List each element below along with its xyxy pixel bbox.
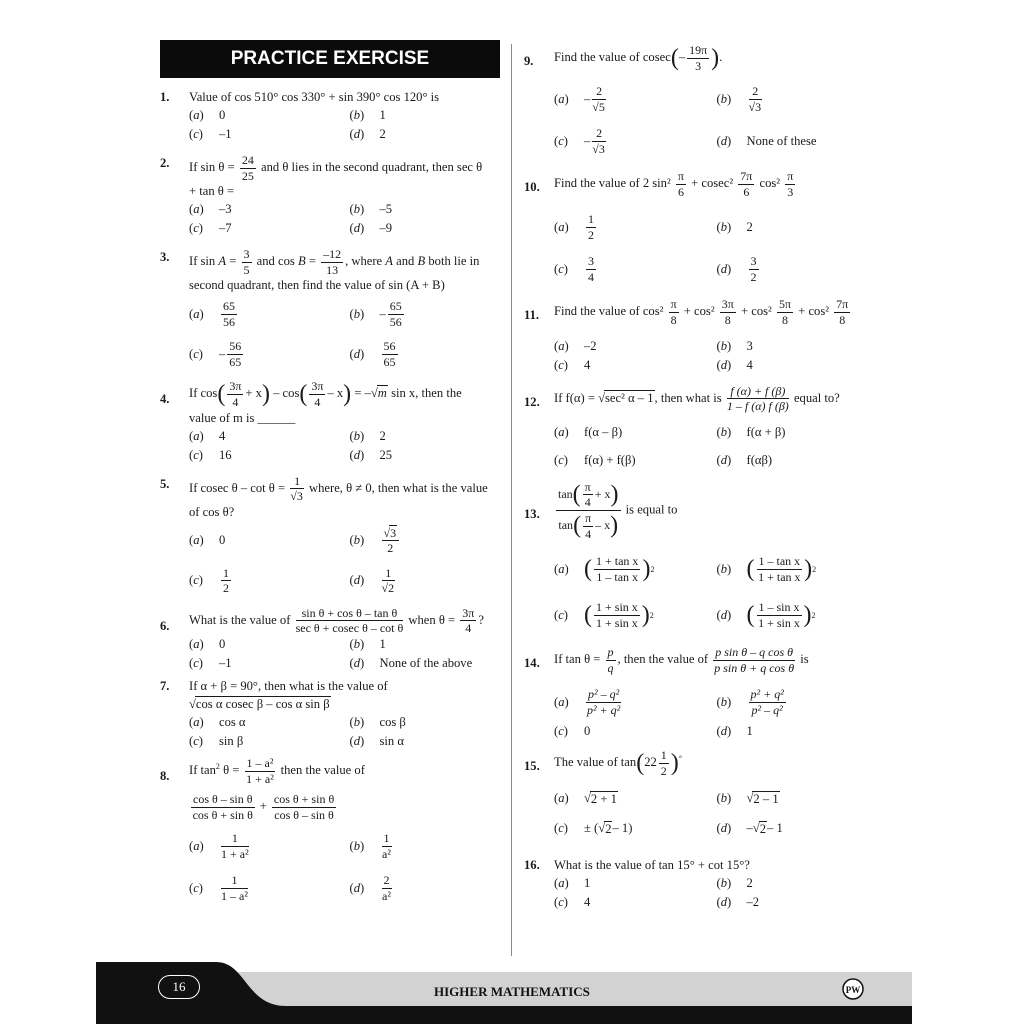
question-text: Value of cos 510° cos 330° + sin 390° cos 120° is	[189, 90, 440, 104]
option-a[interactable]: (a) √ 2 + 1	[554, 791, 617, 806]
question-9	[524, 44, 869, 72]
option-d[interactable]: (d) $\frac{1}{√2}$	[349, 565, 395, 596]
question-1	[160, 88, 500, 106]
option-c[interactable]: (c) ± ( √ 2 – 1)	[554, 821, 633, 836]
option-b[interactable]: (b) –5	[349, 202, 393, 217]
option-c[interactable]: (c) sin β	[189, 733, 244, 748]
question-number: 1.	[160, 90, 170, 104]
option-d[interactable]: (d) – √ 2 – 1	[716, 821, 783, 836]
options-1	[189, 106, 500, 144]
question-15	[524, 749, 869, 777]
option-d[interactable]: (d) –9	[349, 221, 393, 236]
question-number: 10.	[524, 180, 540, 195]
option-a[interactable]: (a) $\frac{1}{2}$	[554, 212, 594, 242]
options-4	[189, 427, 500, 465]
option-a[interactable]: (a) 4	[189, 428, 226, 443]
question-text: What is the value of $\frac{\text{sin θ + cos θ – tan θ}}{\text{sec θ + cosec θ – cot θ}}$ when θ = $\frac{3\pi}{4}$ ?	[189, 605, 484, 636]
footer-title: HIGHER MATHEMATICS	[434, 984, 590, 999]
option-b[interactable]: (b) 3	[716, 338, 753, 353]
question-number: 15.	[524, 759, 540, 774]
question-number: 4.	[160, 392, 170, 407]
option-c[interactable]: (c) $\frac{1}{\text{1 – a²}}$	[189, 873, 248, 903]
options-3	[189, 294, 500, 374]
question-7	[160, 677, 500, 713]
question-5	[160, 475, 500, 521]
right-column	[524, 44, 869, 912]
option-a[interactable]: (a) f(α – β)	[554, 425, 623, 440]
option-b[interactable]: (b) 2	[716, 219, 753, 234]
option-c[interactable]: (c) – $\frac{56}{65}$	[189, 339, 242, 369]
option-a[interactable]: (a) 0	[189, 108, 226, 122]
question-number: 5.	[160, 476, 170, 491]
question-number: 6.	[160, 618, 170, 633]
question-text: Find the value of 2 sin² $\frac{\pi}{6}$ + cosec² $\frac{7\pi}{6}$ cos² $\frac{\pi}{3}$	[554, 169, 794, 199]
question-text: What is the value of tan 15° + cot 15°?	[554, 857, 750, 872]
option-c[interactable]: (c) –1	[189, 655, 232, 670]
option-a[interactable]: (a) cos α	[189, 714, 246, 729]
option-a[interactable]: (a) 0	[189, 636, 226, 651]
options-12	[554, 419, 869, 475]
option-a[interactable]: (a) – $\frac{2}{√5}$	[554, 84, 605, 114]
option-b[interactable]: (b) f(α + β)	[716, 425, 786, 440]
page-number: 16	[158, 975, 200, 999]
option-c[interactable]: (c) ( $\frac{\text{1 + sin x}}{\text{1 + sin x}}$ ) 2	[554, 600, 654, 630]
question-number: 16.	[524, 857, 540, 872]
question-number: 13.	[524, 506, 540, 521]
options-10	[554, 206, 869, 290]
question-8	[160, 757, 500, 821]
option-d[interactable]: (d) $\frac{3}{2}$	[716, 254, 757, 284]
option-a[interactable]: (a) $\frac{1}{\text{1 + a²}}$	[189, 831, 249, 861]
question-text: The value of tan(22 $\frac{1}{2}$ )°	[554, 748, 682, 778]
option-d[interactable]: (d) ( $\frac{\text{1 – sin x}}{\text{1 + sin x}}$ ) 2	[716, 600, 816, 630]
question-2	[160, 154, 500, 200]
question-text: Find the value of cos² $\frac{\pi}{8}$ + cos² $\frac{3\pi}{8}$ + cos² $\frac{5\pi}{8}$ + cos² $\frac{7\pi}{8}$	[554, 297, 849, 327]
svg-text:PW: PW	[845, 985, 861, 995]
option-a[interactable]: (a) ( $\frac{\text{1 + tan x}}{\text{1 – tan x}}$ ) 2	[554, 554, 655, 584]
question-text: If sin θ = $\frac{24}{25}$ and θ lies in the second quadrant, then sec θ + tan θ =	[189, 153, 483, 199]
question-number: 3.	[160, 250, 170, 265]
question-text: If $\tan^2 \theta$ = $\frac{\text{1 – a²}}{\text{1 + a²}}$ then the value of	[189, 755, 365, 786]
question-text: tan( $\frac{\pi}{4}$ + x) tan( $\frac{\pi}{4}$ – x) is equal to	[558, 479, 678, 541]
options-6	[189, 635, 500, 673]
option-d[interactable]: (d) $\frac{2}{\text{a²}}$	[349, 873, 391, 903]
question-number: 12.	[524, 394, 540, 409]
question-number: 7.	[160, 678, 170, 693]
option-d[interactable]: (d) 4	[716, 357, 753, 372]
page-title: PRACTICE EXERCISE	[160, 40, 500, 78]
options-5	[189, 521, 500, 601]
option-d[interactable]: (d) $\frac{56}{65}$	[349, 339, 396, 369]
option-d[interactable]: (d) 25	[349, 447, 393, 462]
column-divider	[511, 44, 512, 956]
options-2	[189, 200, 500, 238]
option-c[interactable]: (c) –1	[189, 127, 232, 141]
option-c[interactable]: (c) 4	[554, 357, 591, 372]
option-a[interactable]: (a) $\frac{\text{p² – q²}}{\text{p² + q²}}$	[554, 687, 621, 717]
option-b[interactable]: (b) cos β	[349, 714, 406, 729]
option-b[interactable]: (b) 2	[716, 875, 753, 890]
question-text: If sin A = $\frac{3}{5}$ and cos B = $\frac{-12}{13}$ , where A and B both lie in second quadrant, then find the value of sin (A + B)	[189, 247, 480, 293]
option-d[interactable]: (d) None of these	[716, 133, 817, 148]
question-number: 9.	[524, 54, 534, 68]
question-3	[160, 248, 500, 294]
option-b[interactable]: (b) 1	[349, 636, 386, 651]
options-14	[554, 682, 869, 741]
options-13	[554, 546, 869, 638]
question-text: If cosec θ – cot θ = $\frac{1}{√3}$ where, θ ≠ 0, then what is the value of cos θ?	[189, 473, 488, 519]
option-a[interactable]: (a) –3	[189, 202, 232, 217]
question-text: If α + β = 90°, then what is the value of √cos α cosec β – cos α sin β	[189, 678, 388, 711]
option-d[interactable]: (d) f(αβ)	[716, 453, 773, 468]
options-16	[554, 874, 869, 912]
option-c[interactable]: (c) 4	[554, 894, 591, 909]
option-c[interactable]: (c) $\frac{3}{4}$	[554, 254, 594, 284]
option-d[interactable]: (d) 2	[349, 127, 386, 141]
question-10	[524, 170, 869, 198]
question-13	[524, 481, 869, 540]
option-d[interactable]: (d) sin α	[349, 733, 404, 748]
question-number: 2.	[160, 156, 170, 170]
question-number: 14.	[524, 656, 540, 671]
question-16	[524, 856, 869, 874]
option-a[interactable]: (a) 0	[189, 533, 226, 548]
pw-logo-icon	[842, 978, 864, 1000]
option-b[interactable]: (b) $\frac{2}{√3}$	[716, 84, 762, 114]
option-b[interactable]: (b) $\frac{\text{p² + q²}}{\text{p² – q²}}$	[716, 687, 784, 717]
options-8	[189, 825, 500, 909]
option-d[interactable]: (d) –2	[716, 894, 760, 909]
option-a[interactable]: (a) 1	[554, 875, 591, 890]
option-c[interactable]: (c) – $\frac{2}{√3}$	[554, 126, 605, 156]
option-b[interactable]: (b) 1	[349, 108, 386, 122]
option-b[interactable]: (b) 2	[349, 428, 386, 443]
options-15	[554, 784, 869, 844]
question-text: If f(α) = √sec² α – 1, then what is $\frac{f (\alpha) + f (\beta)}{1 - f (\alpha) f (\beta)}$ equal to?	[554, 383, 840, 414]
option-c[interactable]: (c) 0	[554, 724, 591, 739]
option-b[interactable]: (b) – $\frac{65}{56}$	[349, 299, 402, 329]
option-c[interactable]: (c) f(α) + f(β)	[554, 453, 636, 468]
question-6	[160, 607, 500, 635]
question-text: If cos( $\frac{3\pi}{4}$ + x) – cos( $\frac{3\pi}{4}$ – x) = –√m sin x, then the value of m is ______	[189, 379, 462, 425]
question-text: Find the value of cosec(– $\frac{19\pi}{3}$ ).	[554, 43, 723, 73]
question-4	[160, 380, 500, 426]
question-11	[524, 298, 869, 326]
option-b[interactable]: (b) √ 2 – 1	[716, 791, 779, 806]
question-text: If tan θ = $\frac{p}{q}$ , then the value of $\frac{\text{p sin θ – q cos θ}}{\text{p sin θ + q cos θ}}$ is	[554, 645, 809, 675]
option-d[interactable]: (d) 1	[716, 724, 753, 739]
option-b[interactable]: (b) $\frac{1}{\text{a²}}$	[349, 831, 391, 861]
question-number: 8.	[160, 768, 170, 783]
question-12	[524, 385, 869, 413]
option-c[interactable]: (c) 16	[189, 447, 232, 462]
option-d[interactable]: (d) None of the above	[349, 655, 473, 670]
options-11	[554, 337, 869, 375]
expression: $\frac{\text{cos θ – sin θ}}{\text{cos θ + sin θ}}$ + $\frac{\text{cos θ + sin θ}}{\text{cos θ – sin θ}}$	[192, 792, 335, 822]
option-c[interactable]: (c) $\frac{1}{2}$	[189, 565, 229, 596]
question-number: 11.	[524, 308, 540, 323]
option-c[interactable]: (c) –7	[189, 221, 232, 236]
question-14	[524, 646, 869, 674]
option-b[interactable]: (b) ( $\frac{\text{1 – tan x}}{\text{1 + tan x}}$ ) 2	[716, 554, 817, 584]
option-a[interactable]: (a) –2	[554, 338, 597, 353]
option-b[interactable]: (b) $\frac{√3}{2}$	[350, 521, 501, 561]
options-7	[189, 713, 500, 751]
option-a[interactable]: (a) $\frac{65}{56}$	[189, 299, 235, 329]
options-9	[554, 78, 869, 162]
left-column	[160, 40, 500, 909]
